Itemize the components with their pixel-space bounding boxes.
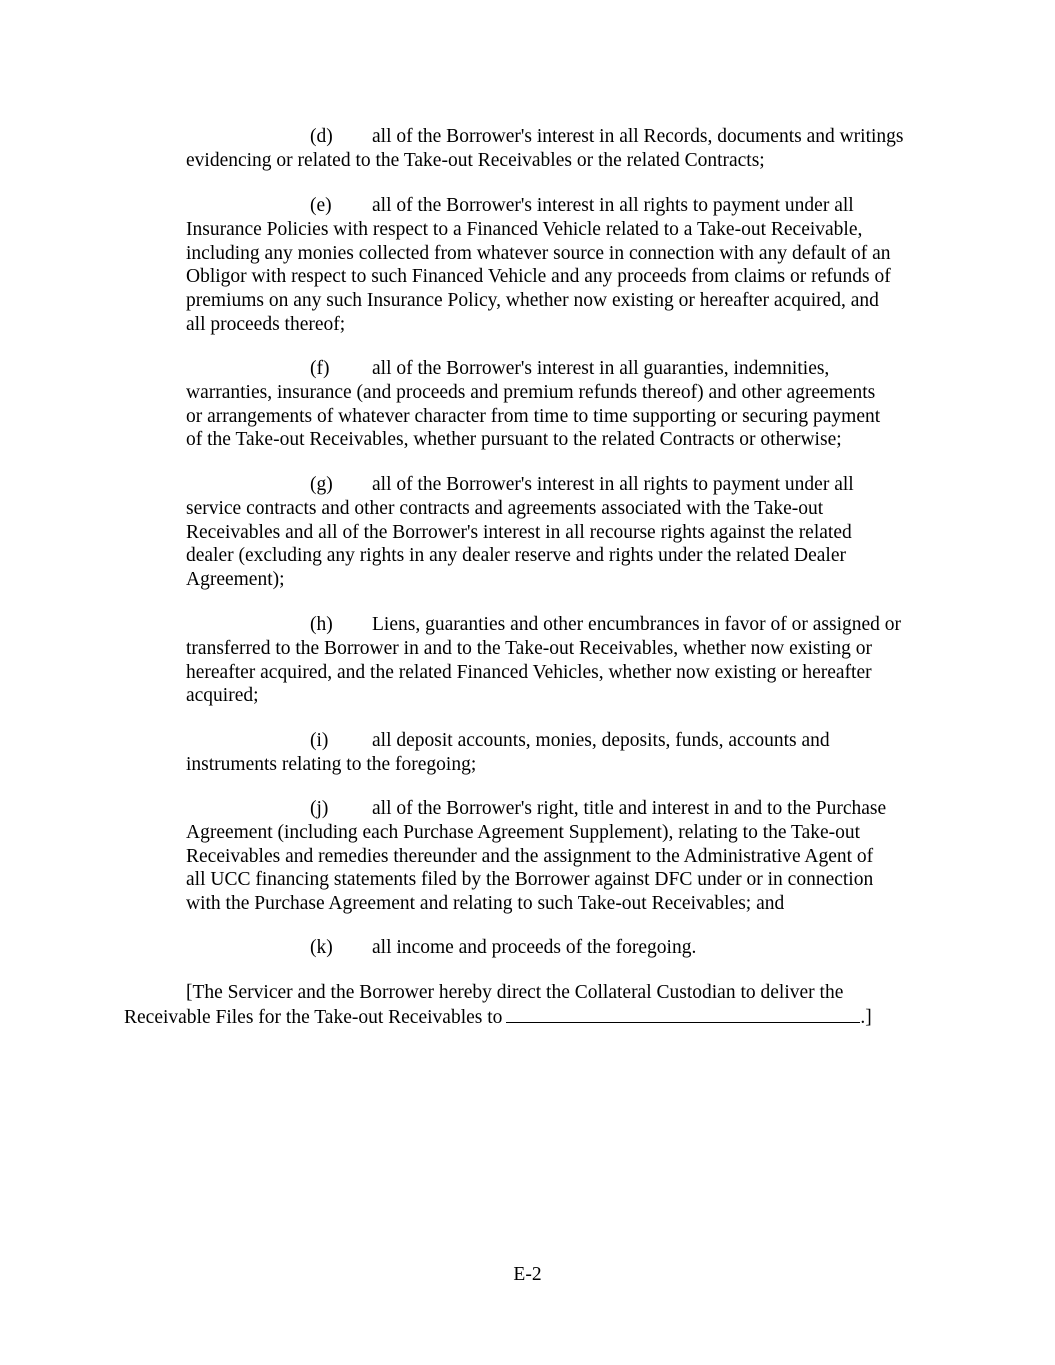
clause-line: all proceeds thereof; [186,313,346,335]
clause-text: all of the Borrower's interest in all guaranties, indemnities, [372,358,830,379]
page-number: E-2 [513,1264,542,1285]
clause-text: all of the Borrower's interest in all rights to payment under all [372,195,854,216]
clause-line: premiums on any such Insurance Policy, whether now existing or hereafter acquired, and [186,290,879,312]
closing-line-2-prefix: Receivable Files for the Take-out Receivables to [124,1006,503,1028]
clause-marker: (j) [310,798,329,819]
clause-d [186,125,946,173]
clause-e [186,194,946,337]
clause-line: or arrangements of whatever character from time to time supporting or securing payment [186,405,881,427]
clause-first-line [186,194,946,218]
clause-line: Obligor with respect to such Financed Vehicle and any proceeds from claims or refunds of [186,266,891,288]
clause-first-line [186,729,946,753]
clause-marker: (i) [310,730,329,751]
closing-line-1: [The Servicer and the Borrower hereby direct the Collateral Custodian to deliver the [186,982,844,1003]
fill-in-blank-line [506,1005,860,1023]
clause-marker: (d) [310,126,333,147]
closing-line-2 [124,1005,944,1029]
clause-text: all of the Borrower's interest in all Records, documents and writings [372,126,904,147]
clause-line: hereafter acquired, and the related Financed Vehicles, whether now existing or hereafter [186,661,872,683]
clause-line: Insurance Policies with respect to a Financed Vehicle related to a Take-out Receivable, [186,218,863,240]
clause-j [186,797,946,916]
clause-line: of the Take-out Receivables, whether pursuant to the related Contracts or otherwise; [186,429,842,451]
clause-f [186,357,946,452]
clause-k [186,936,946,960]
clause-first-line [186,125,946,149]
closing-line-2-suffix: .] [860,1006,872,1028]
clause-line: instruments relating to the foregoing; [186,753,477,775]
clause-marker: (k) [310,937,333,958]
clause-line: evidencing or related to the Take-out Receivables or the related Contracts; [186,149,765,171]
clause-h [186,613,946,708]
clause-first-line [186,357,946,381]
clause-line: acquired; [186,685,259,707]
clause-g [186,473,946,592]
clause-line: Agreement (including each Purchase Agreement Supplement), relating to the Take-out [186,821,861,843]
clause-line: with the Purchase Agreement and relating to such Take-out Receivables; and [186,893,785,915]
clause-text: all of the Borrower's interest in all rights to payment under all [372,474,854,495]
clause-line: Receivables and remedies thereunder and the assignment to the Administrative Agent of [186,845,874,867]
clause-first-line [186,473,946,497]
clause-line: all UCC financing statements filed by the Borrower against DFC under or in connection [186,869,874,891]
clause-marker: (h) [310,614,333,635]
clause-line: transferred to the Borrower in and to the Take-out Receivables, whether now existing or [186,637,872,659]
clause-first-line [186,797,946,821]
clause-marker: (f) [310,358,330,379]
clause-text: all deposit accounts, monies, deposits, funds, accounts and [372,730,830,751]
clause-marker: (e) [310,195,332,216]
clause-first-line [186,613,946,637]
clause-line: including any monies collected from whatever source in connection with any default of an [186,242,891,264]
clause-text: all income and proceeds of the foregoing. [372,937,697,958]
clause-line: Receivables and all of the Borrower's interest in all recourse rights against the related [186,521,852,543]
clause-marker: (g) [310,474,333,495]
clause-text: Liens, guaranties and other encumbrances in favor of or assigned or [372,614,902,635]
clause-first-line [186,936,946,960]
clause-line: service contracts and other contracts and agreements associated with the Take-out [186,497,824,519]
clause-line: Agreement); [186,569,285,591]
clause-line: warranties, insurance (and proceeds and premium refunds thereof) and other agreements [186,381,876,403]
closing-paragraph [124,981,944,1029]
clause-i [186,729,946,777]
clause-line: dealer (excluding any rights in any dealer reserve and rights under the related Dealer [186,545,847,567]
clause-text: all of the Borrower's right, title and interest in and to the Purchase [372,798,887,819]
